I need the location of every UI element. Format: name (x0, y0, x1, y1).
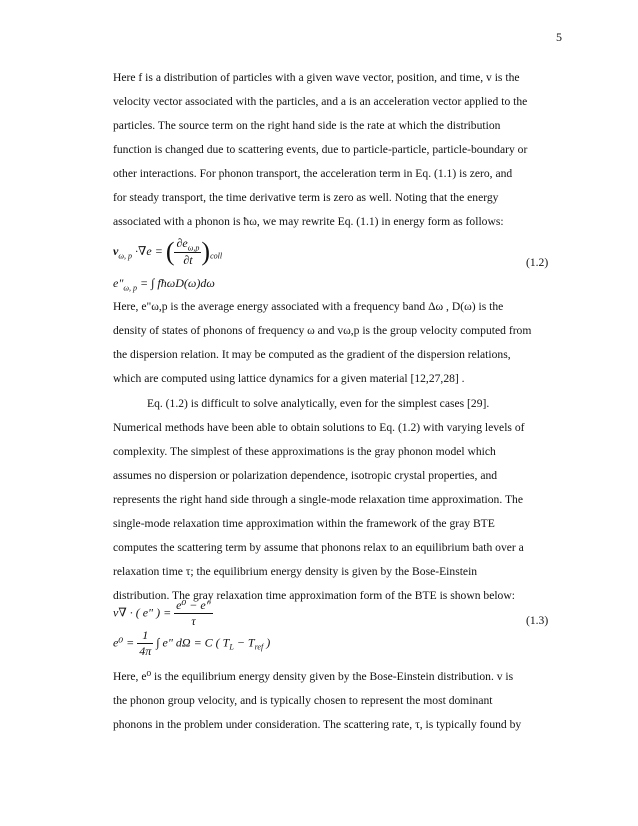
text-line: the dispersion relation. It may be computed as the gradient of the dispersion relations, (113, 348, 511, 361)
eq-subscript: L (229, 642, 234, 652)
eq-subscript: ω, p (118, 251, 132, 261)
text-line: density of states of phonons of frequency ω and vω,p is the group velocity computed from (113, 324, 532, 337)
text-line: relaxation time τ; the equilibrium energy density is given by the Bose-Einstein (113, 565, 478, 578)
eq-subscript: ω, p (123, 283, 138, 293)
eq-numerator: 1 (137, 628, 153, 644)
text-line: function is changed due to scattering events, due to particle-particle, particle-boundary or (113, 143, 528, 156)
eq-symbol: e" (113, 276, 124, 290)
text-line: Eq. (1.2) is difficult to solve analytically, even for the simplest cases [29]. (147, 397, 490, 410)
eq-denominator: τ (191, 614, 196, 628)
equation-1-2-line-1: $v_{\omega, p} \cdot\nabla e$ = ( $\frac{\partial e_{\omega,p}}{\partial t}$ )$_{coll}$ (113, 236, 223, 268)
equation-1-2-line-2 (113, 276, 215, 292)
eq-fraction (174, 236, 201, 268)
text-line: represents the right hand side through a single-mode relaxation time approximation. The (113, 493, 523, 506)
paragraph-2 (113, 295, 563, 391)
text-line: Here, e"ω,p is the average energy associated with a frequency band Δω , D(ω) is the (113, 300, 504, 313)
eq-integral: = ∫ fħωD(ω)dω (137, 276, 215, 290)
paragraph-4 (113, 665, 563, 737)
equation-number: (1.2) (526, 256, 549, 269)
equation-number: (1.3) (526, 614, 549, 627)
text-line: Numerical methods have been able to obtain solutions to Eq. (1.2) with varying levels of (113, 421, 525, 434)
eq-numerator: e⁰ − e" (176, 598, 211, 612)
eq-subscript: ref (254, 642, 264, 652)
text-line: which are computed using lattice dynamics for a given material [12,27,28] . (113, 372, 465, 385)
text-line: other interactions. For phonon transport, the acceleration term in Eq. (1.1) is zero, and (113, 167, 513, 180)
eq-minus: − T (233, 635, 255, 650)
text-line: particles. The source term on the right hand side is the rate at which the distribution (113, 119, 501, 132)
text-line: distribution. The gray relaxation time approximation form of the BTE is shown below: (113, 589, 515, 602)
page-number: 5 (556, 30, 562, 44)
text-line: Here, e⁰ is the equilibrium energy density given by the Bose-Einstein distribution. v is (113, 670, 514, 683)
eq-subscript: ω,p (187, 243, 200, 253)
eq-denominator: ∂t (183, 253, 193, 268)
paragraph-3 (113, 392, 563, 608)
text-line: single-mode relaxation time approximation within the framework of the gray BTE (113, 517, 495, 530)
paragraph-1 (113, 66, 563, 234)
eq-fraction (174, 598, 213, 629)
eq-close: ) (263, 635, 271, 650)
text-line: the phonon group velocity, and is typically chosen to represent the most dominant (113, 694, 493, 707)
text-line: phonons in the problem under consideration. The scattering rate, τ, is typically found by (113, 718, 522, 731)
text-line: complexity. The simplest of these approximations is the gray phonon model which (113, 445, 496, 458)
eq-lhs: e⁰ = (113, 635, 138, 650)
eq-numerator: ∂e (176, 236, 188, 250)
eq-integral: ∫ e" dΩ = C ( T (153, 635, 230, 650)
eq-symbol: v (113, 243, 119, 258)
equation-1-3-line-1 (113, 598, 213, 629)
text-line: computes the scattering term by assume that phonons relax to an equilibrium bath over a (113, 541, 524, 554)
text-line: Here f is a distribution of particles with a given wave vector, position, and time, v is the (113, 71, 520, 84)
eq-subscript-coll: coll (210, 251, 223, 261)
text-line: associated with a phonon is ħω, we may rewrite Eq. (1.1) in energy form as follows: (113, 215, 504, 228)
eq-equals: = (151, 243, 166, 258)
text-line: assumes no dispersion or polarization dependence, isotropic crystal properties, and (113, 469, 498, 482)
eq-denominator: 4π (139, 644, 152, 658)
eq-fraction (137, 628, 153, 659)
eq-operator: ·∇e (131, 243, 152, 258)
eq-lhs: v∇ · ( e" ) = (113, 605, 175, 620)
equation-1-3-line-2 (113, 628, 270, 659)
text-line: velocity vector associated with the particles, and a is an acceleration vector applied to the (113, 95, 528, 108)
text-line: for steady transport, the time derivative term is zero as well. Noting that the energy (113, 191, 499, 204)
